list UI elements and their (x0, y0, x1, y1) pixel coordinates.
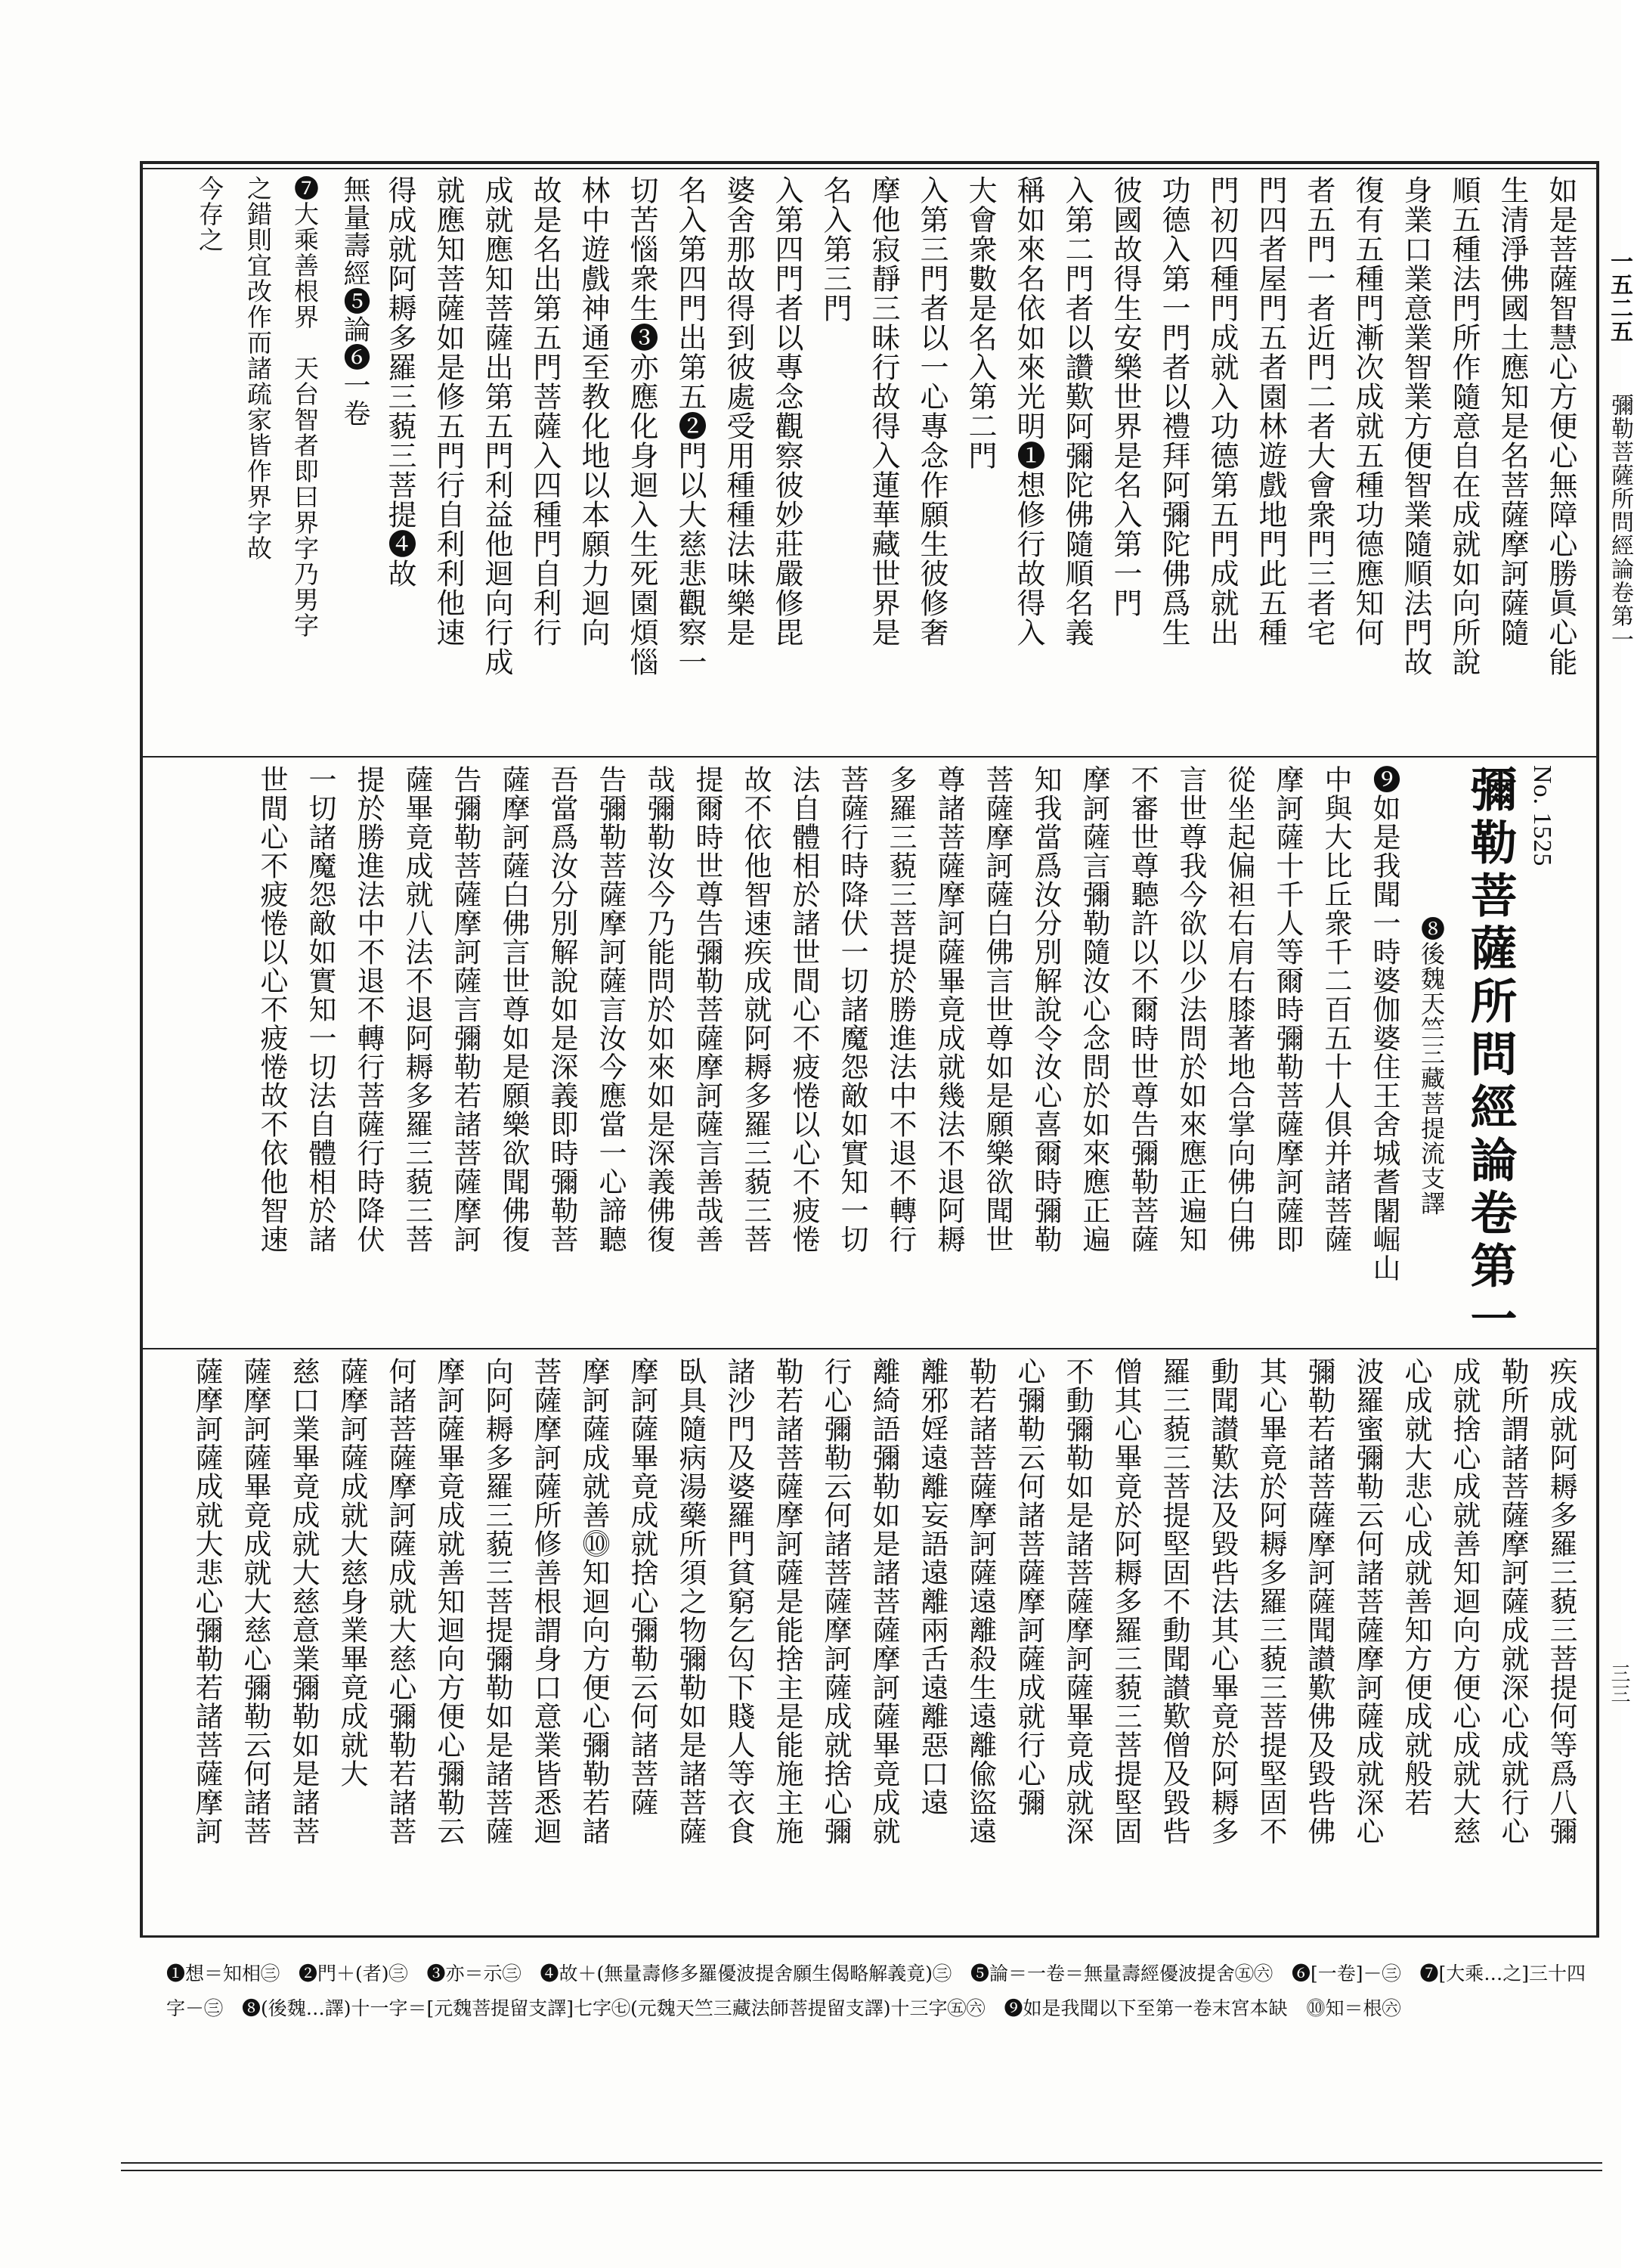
mid-col-22: 提於勝進法中不退不轉行菩薩行時降伏 (352, 765, 385, 1253)
top-col-29: 今存之 (195, 175, 224, 253)
bot-col-12: 心彌勒云何諸菩薩摩訶薩成就行心彌 (1013, 1357, 1045, 1817)
top-col-27: ❼大乘善根界 天台智者即曰界字乃男字 (290, 175, 320, 638)
top-col-10: 彼國故得生安樂世界是名入第一門 (1109, 175, 1142, 618)
bot-col-15: 離綺語彌勒如是諸菩薩摩訶薩畢竟成就 (868, 1357, 900, 1845)
top-col-28: 之錯則宜改作而諸疏家皆作界字故 (243, 175, 273, 561)
top-col-2: 生清淨佛國土應知是名菩薩摩訶薩隨 (1496, 175, 1529, 647)
top-col-3: 順五種法門所作隨意自在成就如向所說 (1447, 175, 1481, 677)
frame-left-rule (140, 161, 143, 1938)
mid-col-15: 提爾時世尊告彌勒菩薩摩訶薩言善哉善 (691, 765, 723, 1253)
top-col-7: 門四者屋門五者園林遊戲地門此五種 (1254, 175, 1287, 647)
top-col-20: 切苦惱衆生❸亦應化身迴入生死園煩惱 (625, 175, 658, 677)
footnote-text: ❶想＝知相㊂ ❷門＋(者)㊂ ❸亦＝示㊂ ❹故＋(無量壽修多羅優波提舍願生偈略解義竟)㊂ ❺論＝一卷＝無量壽經優波提舍㊄㊅ ❻[一卷]－㊂ ❼[大乘…之]三十四字－㊂ ❽(後魏…譯)十一字＝[元魏菩提留支譯]七字㊆(元魏天竺三藏法師菩提留支譯)十三字㊄㊅ ❾如是我聞以下至第一卷末宮本缺 ⓾知＝根㊅ (166, 1963, 1586, 2019)
bot-col-2: 勒所謂諸菩薩摩訶薩成就深心成就行心 (1496, 1357, 1529, 1845)
mid-col-12: 菩薩行時降伏一切諸魔怨敵如實知一切 (836, 765, 868, 1253)
mid-col-3: 摩訶薩十千人等爾時彌勒菩薩摩訶薩即 (1271, 765, 1304, 1253)
mid-col-17: 告彌勒菩薩摩訶薩言汝今應當一心諦聽 (594, 765, 627, 1253)
mid-col-18: 吾當爲汝分別解說如是深義即時彌勒菩 (546, 765, 578, 1253)
top-col-26: 無量壽經❺論❻一卷 (339, 175, 370, 427)
bot-col-20: 摩訶薩畢竟成就捨心彌勒云何諸菩薩 (626, 1357, 658, 1817)
top-text-block (162, 175, 1583, 750)
mid-col-9: 菩薩摩訶薩白佛言世尊如是願樂欲聞世 (981, 765, 1014, 1253)
bot-col-4: 心成就大悲心成就善知方便成就般若 (1400, 1357, 1432, 1817)
bot-col-28: 薩摩訶薩畢竟成就大慈心彌勒云何諸菩 (239, 1357, 271, 1845)
page-bottom-rule-1 (121, 2162, 1602, 2164)
frame-top-rule (140, 161, 1598, 164)
bot-col-5: 波羅蜜彌勒云何諸菩薩摩訶薩成就深心 (1351, 1357, 1384, 1845)
mid-col-16: 哉彌勒汝今乃能問於如來如是深義佛復 (642, 765, 675, 1253)
top-col-23: 成就應知菩薩出第五門利益他迴向行成 (480, 175, 513, 677)
frame-right-rule (1596, 161, 1599, 1938)
top-col-15: 摩他寂靜三昧行故得入蓮華藏世界是 (867, 175, 900, 647)
mid-col-7: 摩訶薩言彌勒隨汝心念問於如來應正遍 (1078, 765, 1110, 1253)
bot-col-25: 何諸菩薩摩訶薩成就大慈心彌勒若諸菩 (384, 1357, 416, 1845)
top-col-1: 如是菩薩智慧心方便心無障心勝眞心能 (1544, 175, 1577, 677)
footnotes (166, 1957, 1595, 2070)
mid-col-21: 薩畢竟成就八法不退阿耨多羅三藐三菩 (401, 765, 433, 1253)
top-col-21: 林中遊戲神通至教化地以本願力迴向 (577, 175, 610, 647)
bot-col-14: 離邪婬遠離妄語遠離兩舌遠離惡口遠 (916, 1357, 949, 1817)
frame-bottom-rule (140, 1935, 1599, 1938)
mid-col-2: 中與大比丘衆千二百五十人俱并諸菩薩 (1320, 765, 1352, 1253)
folio-number: 三三 (1608, 1663, 1630, 1704)
top-col-24: 就應知菩薩如是修五門行自利利他速 (432, 175, 465, 647)
mid-col-23: 一切諸魔怨敵如實知一切法自體相於諸 (304, 765, 336, 1253)
mid-col-10: 尊諸菩薩摩訶薩畢竟成就幾法不退阿耨 (933, 765, 965, 1253)
mid-col-11: 多羅三藐三菩提於勝進法中不退不轉行 (884, 765, 917, 1253)
mid-col-5: 言世尊我今欲以少法問於如來應正遍知 (1174, 765, 1207, 1253)
mid-col-14: 故不依他智速疾成就阿耨多羅三藐三菩 (739, 765, 772, 1253)
page-number: 一五二五 (1606, 249, 1632, 343)
top-col-8: 門初四種門成就入功德第五門成就出 (1205, 175, 1239, 647)
page-bottom-rule-2 (121, 2170, 1602, 2171)
bot-col-8: 動聞讃歎法及毀呰法其心畢竟於阿耨多 (1206, 1357, 1239, 1845)
section-divider-1 (143, 756, 1596, 758)
mid-col-8: 知我當爲汝分別解說令汝心喜爾時彌勒 (1029, 765, 1062, 1253)
mid-col-1: ❾如是我聞一時婆伽婆住王舍城耆闍崛山 (1368, 765, 1400, 1282)
mid-col-13: 法自體相於諸世間心不疲惓以心不疲惓 (788, 765, 820, 1253)
mid-col-20: 告彌勒菩薩摩訶薩言彌勒若諸菩薩摩訶 (449, 765, 481, 1253)
section-divider-2 (143, 1348, 1596, 1349)
mid-col-19: 薩摩訶薩白佛言世尊如是願樂欲聞佛復 (497, 765, 530, 1253)
bot-col-24: 摩訶薩畢竟成就善知迴向方便心彌勒云 (432, 1357, 465, 1845)
bot-col-23: 向阿耨多羅三藐三菩提彌勒如是諸菩薩 (481, 1357, 513, 1845)
bot-col-16: 行心彌勒云何諸菩薩摩訶薩成就捨心彌 (819, 1357, 852, 1845)
bot-col-6: 彌勒若諸菩薩摩訶薩聞讃歎佛及毀呰佛 (1303, 1357, 1335, 1845)
bot-col-27: 慈口業畢竟成就大慈意業彌勒如是諸菩 (287, 1357, 320, 1845)
bot-col-11: 不動彌勒如是諸菩薩摩訶薩畢竟成就深 (1061, 1357, 1094, 1845)
bot-col-7: 其心畢竟於阿耨多羅三藐三菩提堅固不 (1255, 1357, 1287, 1845)
top-col-12: 稱如來名依如來光明❶想修行故得入 (1012, 175, 1045, 647)
mid-col-6: 不審世尊聽許以不爾時世尊告彌勒菩薩 (1126, 765, 1159, 1253)
top-col-19: 名入第四門出第五❷門以大慈悲觀察一 (673, 175, 707, 677)
bot-col-19: 臥具隨病湯藥所須之物彌勒如是諸菩薩 (674, 1357, 707, 1845)
sutra-title: 彌勒菩薩所問經論卷第一 (1462, 765, 1518, 1347)
translator-line: ❽後魏天竺三藏菩提流支譯 (1417, 916, 1446, 1216)
top-col-9: 功德入第一門者以禮拜阿彌陀佛爲生 (1157, 175, 1190, 647)
top-col-22: 故是名出第五門菩薩入四種門自利行 (528, 175, 562, 647)
bot-col-9: 羅三藐三菩提堅固不動聞讃歎僧及毀呰 (1158, 1357, 1190, 1845)
top-col-11: 入第二門者以讚歎阿彌陀佛隨順名義 (1060, 175, 1094, 647)
bot-col-10: 僧其心畢竟於阿耨多羅三藐三菩提堅固 (1109, 1357, 1142, 1845)
bot-col-18: 諸沙門及婆羅門貧窮乞匃下賤人等衣食 (723, 1357, 755, 1845)
middle-text-block (162, 765, 1583, 1347)
bot-col-26: 薩摩訶薩成就大慈身業畢竟成就大 (336, 1357, 368, 1788)
frame-top-rule-inner (140, 168, 1598, 169)
catalog-number: No. 1525 (1528, 765, 1556, 867)
top-col-18: 婆舍那故得到彼處受用種種法味樂是 (722, 175, 755, 647)
bot-col-17: 勒若諸菩薩摩訶薩是能捨主是能施主施 (771, 1357, 803, 1845)
top-col-16: 名入第三門 (819, 175, 852, 323)
top-col-17: 入第四門者以專念觀察彼妙莊嚴修毘 (770, 175, 803, 647)
bottom-text-block (162, 1357, 1583, 1932)
top-col-13: 大會衆數是名入第二門 (964, 175, 997, 470)
bot-col-21: 摩訶薩成就善⓾知迴向方便心彌勒若諸 (577, 1357, 610, 1845)
bot-col-29: 薩摩訶薩成就大悲心彌勒若諸菩薩摩訶 (190, 1357, 223, 1845)
top-col-14: 入第三門者以一心專念作願生彼修奢 (915, 175, 949, 647)
bot-col-22: 菩薩摩訶薩所修善根謂身口意業皆悉迴 (529, 1357, 562, 1845)
mid-col-4: 從坐起偏袒右肩右膝著地合掌向佛白佛 (1223, 765, 1255, 1253)
mid-col-24: 世間心不疲惓以心不疲惓故不依他智速 (255, 765, 288, 1253)
top-col-6: 者五門一者近門二者大會衆門三者宅 (1302, 175, 1335, 647)
bot-col-1: 疾成就阿耨多羅三藐三菩提何等爲八彌 (1545, 1357, 1577, 1845)
top-col-4: 身業口業意業智業方便智業隨順法門故 (1399, 175, 1432, 677)
top-col-5: 復有五種門漸次成就五種功德應知何 (1351, 175, 1384, 647)
top-col-25: 得成就阿耨多羅三藐三菩提❹故 (383, 175, 416, 588)
bot-col-3: 成就捨心成就善知迴向方便心成就大慈 (1448, 1357, 1481, 1845)
running-title: 彌勒菩薩所問經論卷第一 (1607, 393, 1633, 651)
bot-col-13: 勒若諸菩薩摩訶薩遠離殺生遠離偸盜遠 (964, 1357, 997, 1845)
